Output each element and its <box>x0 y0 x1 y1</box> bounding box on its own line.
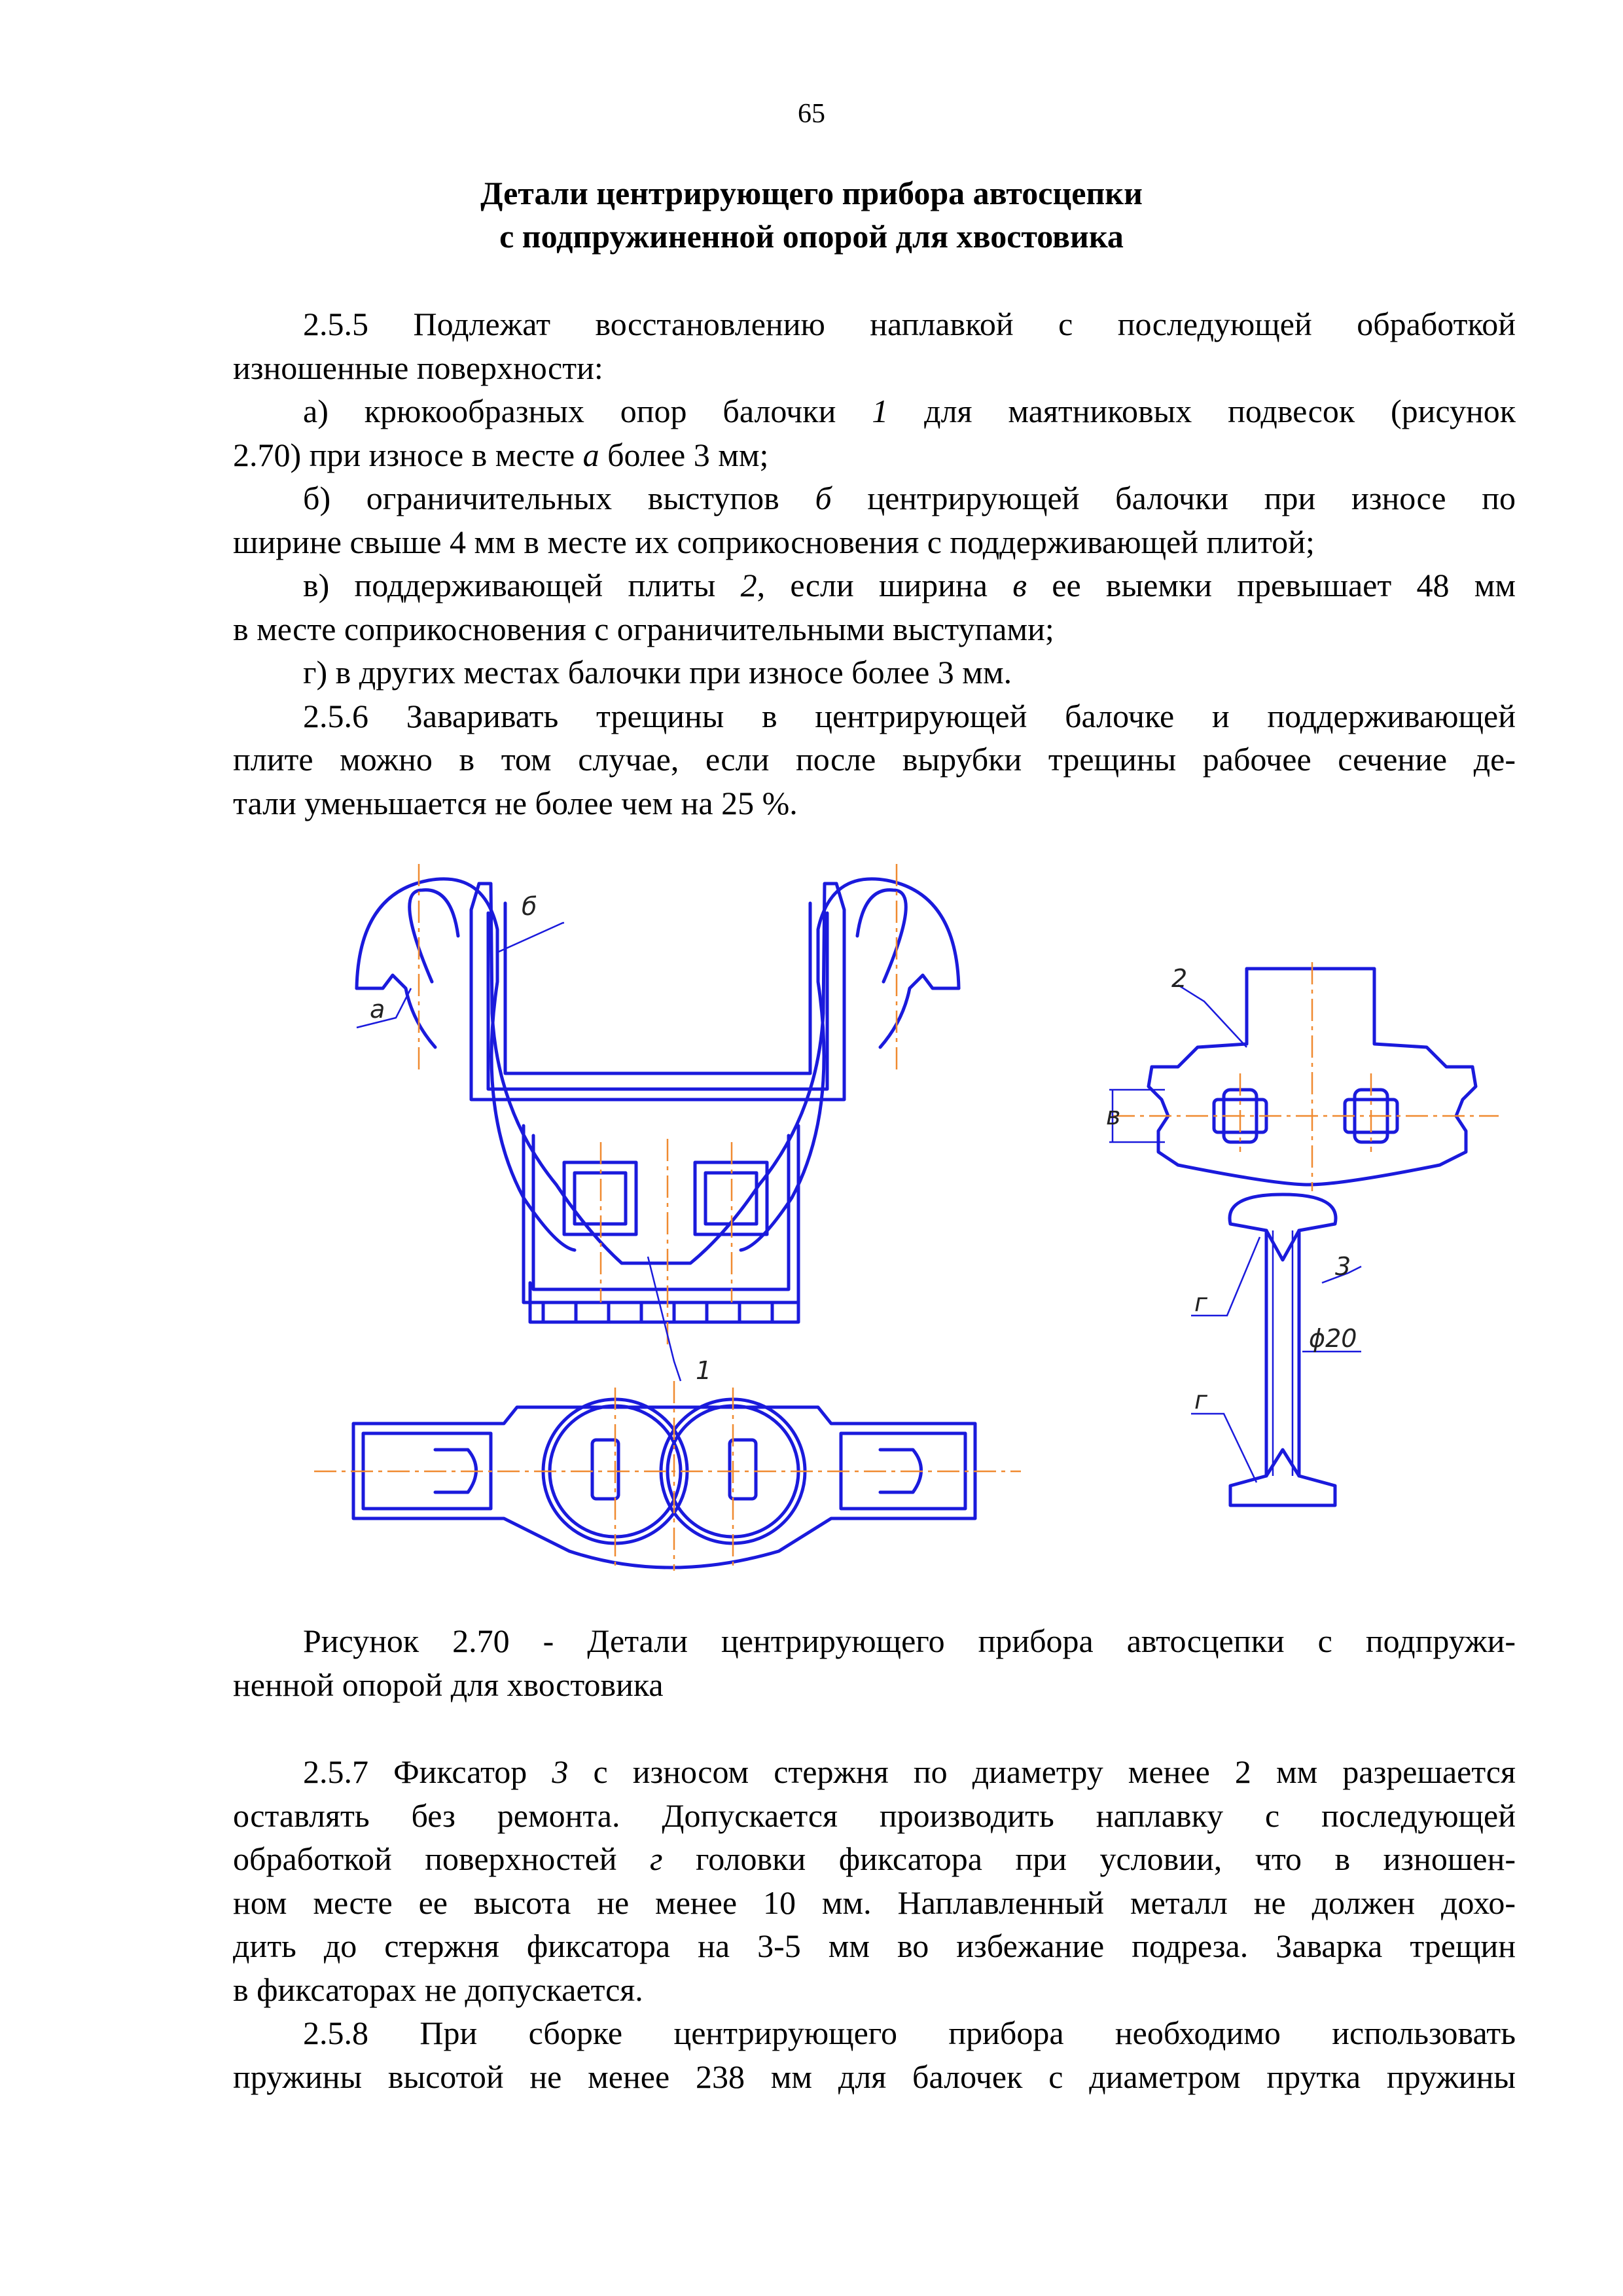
text-run: 2.5.7 Фиксатор <box>303 1753 552 1790</box>
item-ref: 2 <box>740 567 757 603</box>
label-b: б <box>522 892 537 921</box>
text-run: центрирующей балочки при износе по <box>831 480 1516 516</box>
centering-beam-front-view <box>357 864 959 1381</box>
text-line <box>233 1750 1516 1794</box>
figure-caption <box>233 1619 1516 1706</box>
text-line: изношенные поверхности: <box>233 349 603 386</box>
support-plate-view <box>1109 962 1499 1191</box>
text-run: головки фиксатора при условии, что в изношен- <box>662 1840 1516 1877</box>
text-run: в) поддерживающей плиты <box>303 567 741 603</box>
text-line: 2.5.6 Заваривать трещины в центрирующей балочке и поддерживающей <box>303 697 1516 734</box>
centering-beam-top-view <box>314 1381 1021 1571</box>
text-line: ненной опорой для хвостовика <box>233 1666 664 1703</box>
text-line: Рисунок 2.70 - Детали центрирующего прибора автосцепки с подпружи- <box>303 1623 1516 1659</box>
label-diameter-20: ϕ20 <box>1309 1324 1357 1353</box>
text-line: плите можно в том случае, если после вырубки трещины рабочее сечение де- <box>233 741 1516 778</box>
label-g-top: г <box>1194 1288 1207 1317</box>
text-line: оставлять без ремонта. Допускается производить наплавку с последующей <box>233 1797 1516 1834</box>
paragraph-2-5-7 <box>233 1750 1516 2098</box>
text-run: ее выемки превышает 48 мм <box>1027 567 1516 603</box>
text-line <box>233 1837 1516 1881</box>
text-line: пружины высотой не менее 238 мм для балочек с диаметром прутка пружины <box>233 2058 1516 2095</box>
text-line: 2.5.5 Подлежат восстановлению наплавкой с последующей обработкой <box>303 306 1516 342</box>
text-run: более 3 мм; <box>599 436 769 473</box>
text-run: , если ширина <box>757 567 1013 603</box>
text-line: 2.5.8 При сборке центрирующего прибора необходимо использовать <box>303 2015 1516 2051</box>
item-ref: г <box>650 1840 663 1877</box>
text-line: г) в других местах балочки при износе более 3 мм. <box>303 654 1012 691</box>
label-g-bottom: г <box>1194 1386 1207 1414</box>
text-line: в фиксаторах не допускается. <box>233 1971 643 2008</box>
text-run: обработкой поверхностей <box>233 1840 650 1877</box>
text-run: б) ограничительных выступов <box>303 480 815 516</box>
section-title-line-2: с подпружиненной опорой для хвостовика <box>499 218 1124 255</box>
text-line: в месте соприкосновения с ограничительными выступами; <box>233 610 1054 647</box>
item-ref: в <box>1012 567 1027 603</box>
text-line: тали уменьшается не более чем на 25 %. <box>233 784 798 821</box>
section-title-line-1: Детали центрирующего прибора автосцепки <box>480 175 1143 211</box>
text-line: ширине свыше 4 мм в месте их соприкосновения с поддерживающей плитой; <box>233 523 1315 560</box>
label-2: 2 <box>1171 964 1188 993</box>
text-line: дить до стержня фиксатора на 3-5 мм во избежание подреза. Заварка трещин <box>233 1928 1516 1964</box>
text-line: ном месте ее высота не менее 10 мм. Наплавленный металл не должен дохо- <box>233 1884 1516 1921</box>
text-run: а) крюкообразных опор балочки <box>303 393 872 429</box>
label-1: 1 <box>696 1356 712 1385</box>
item-ref: 1 <box>872 393 889 429</box>
item-ref: б <box>815 480 832 516</box>
label-v: в <box>1106 1102 1121 1130</box>
label-3: 3 <box>1335 1252 1351 1281</box>
page-number: 65 <box>798 99 825 129</box>
label-a: а <box>370 995 385 1024</box>
text-run: для маятниковых подвесок (рисунок <box>888 393 1516 429</box>
text-run: с износом стержня по диаметру менее 2 мм разрешается <box>568 1753 1516 1790</box>
item-ref: 3 <box>552 1753 569 1790</box>
item-ref: а <box>582 436 599 473</box>
text-run: 2.70) при износе в месте <box>233 436 583 473</box>
